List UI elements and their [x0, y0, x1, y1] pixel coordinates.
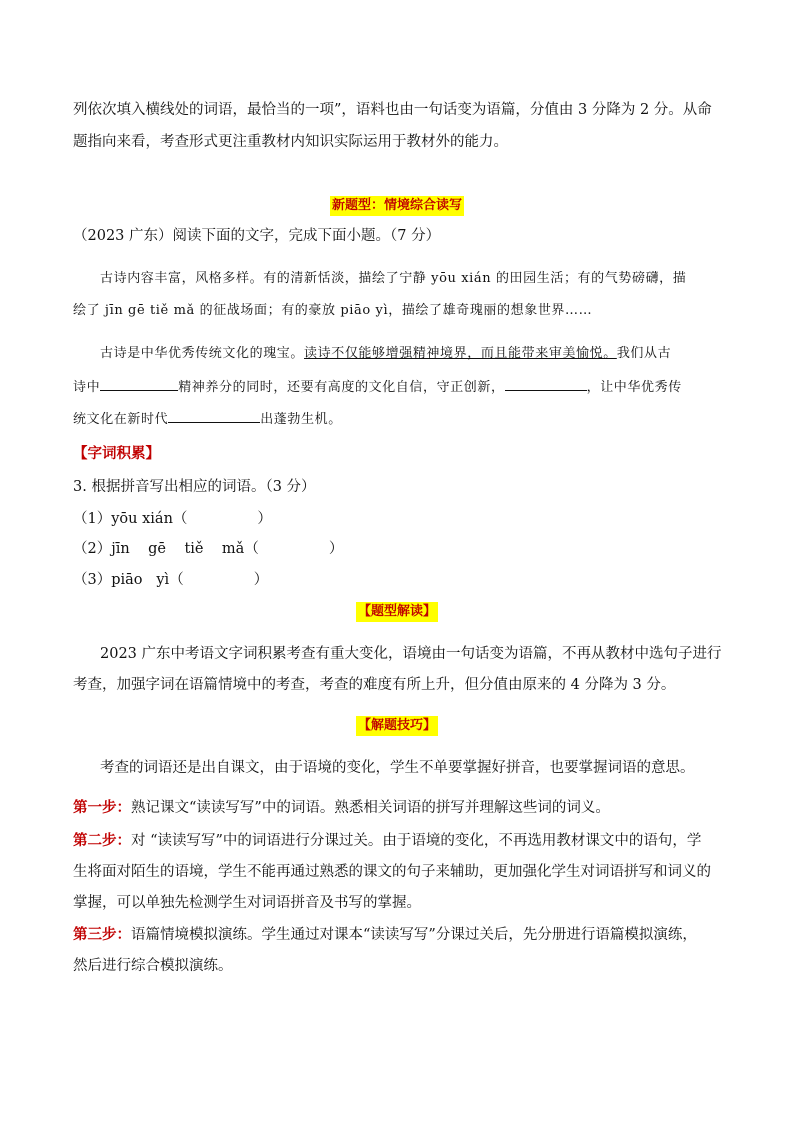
- passage-p1-line-1: 古诗内容丰富，风格多样。有的清新恬淡，描绘了宁静 yōu xián 的田园生活；有的气势磅礴，描: [100, 271, 687, 286]
- answer-paren-close: ）: [253, 572, 269, 588]
- tips-intro: 考查的词语还是出自课文，由于语境的变化，学生不单要掌握好拼音，也要掌握词语的意思。: [100, 760, 695, 776]
- item-pinyin: yōu xián: [111, 511, 173, 527]
- step-1: [73, 798, 610, 818]
- question-3-stem: 3. 根据拼音写出相应的词语。（3 分）: [73, 479, 316, 495]
- item-number: （2）: [73, 541, 112, 557]
- step-2-text: 对 “读读写写”中的词语进行分课过关。由于语境的变化，不再选用教材课文中的语句，学: [131, 833, 702, 849]
- tag-tips: 【解题技巧】: [356, 716, 438, 736]
- answer-blank-3[interactable]: [168, 408, 260, 423]
- section-title-wrap: [0, 194, 794, 216]
- passage-p2-line-3: [73, 408, 342, 430]
- tag-interpretation: 【题型解读】: [356, 602, 438, 622]
- passage-underlined-sentence: 读诗不仅能够增强精神境界，而且能带来审美愉悦。: [304, 346, 617, 361]
- intro-line-2: 题指向来看，考查形式更注重教材内知识实际运用于教材外的能力。: [73, 134, 508, 150]
- question-3-item-1: [73, 509, 272, 529]
- step-1-label: 第一步：: [73, 799, 131, 816]
- tag-accumulation: 【字词积累】: [73, 445, 160, 462]
- answer-paren-close: ）: [257, 511, 272, 527]
- passage-p2-line3-a: 统文化在新时代: [73, 412, 169, 427]
- step-3-line-2: 然后进行综合模拟演练。: [73, 958, 233, 974]
- step-2-line-3: 掌握，可以单独先检测学生对词语拼音及书写的掌握。: [73, 895, 421, 911]
- tag-tips-wrap: [0, 714, 794, 736]
- tag-interpretation-wrap: [0, 600, 794, 622]
- step-3-label: 第三步：: [73, 926, 131, 943]
- passage-p2-line2-c: ，让中华优秀传: [586, 380, 682, 395]
- item-pinyin: jīn gē tiě mǎ: [111, 541, 245, 557]
- passage-p2-line2-b: 精神养分的同时，还要有高度的文化自信，守正创新，: [178, 380, 505, 395]
- answer-blank-1[interactable]: [100, 376, 178, 391]
- passage-p2-text-a: 古诗是中华优秀传统文化的瑰宝。: [100, 346, 305, 361]
- item-number: （3）: [73, 572, 112, 588]
- intro-line-1: 列依次填入横线处的词语，最恰当的一项”，语料也由一句话变为语篇，分值由 3 分降为 2 分。从命: [73, 102, 712, 118]
- passage-p2-line2-a: 诗中: [73, 380, 101, 395]
- question-source: （2023 广东）阅读下面的文字，完成下面小题。（7 分）: [73, 228, 441, 244]
- passage-p2-line-1: [100, 344, 671, 364]
- answer-paren-close: ）: [328, 541, 344, 557]
- answer-paren-open: （: [172, 511, 188, 527]
- passage-p1-line-2: 绘了 jīn gē tiě mǎ 的征战场面；有的豪放 piāo yì，描绘了雄奇瑰丽的想象世界……: [73, 303, 593, 318]
- passage-p2-text-b: 我们从古: [616, 346, 672, 361]
- item-number: （1）: [73, 511, 112, 527]
- step-2-line-1: [73, 831, 701, 851]
- question-3-item-2: [73, 539, 343, 559]
- step-1-text: 熟记课文“读读写写”中的词语。熟悉相关词语的拼写并理解这些词的词义。: [131, 800, 610, 816]
- question-3-item-3: [73, 570, 268, 590]
- step-3-line-1: [73, 925, 697, 945]
- passage-p2-line-2: [73, 376, 682, 398]
- interpretation-line-1: 2023 广东中考语文字词积累考查有重大变化，语境由一句话变为语篇，不再从教材中选句子进行: [100, 646, 722, 662]
- step-2-label: 第二步：: [73, 832, 131, 849]
- step-3-text: 语篇情境模拟演练。学生通过对课本“读读写写”分课过关后，先分册进行语篇模拟演练，: [131, 927, 697, 943]
- answer-paren-open: （: [169, 572, 184, 588]
- answer-paren-open: （: [244, 541, 259, 557]
- interpretation-line-2: 考查，加强字词在语篇情境中的考查，考查的难度有所上升，但分值由原来的 4 分降为 3 分。: [73, 677, 676, 693]
- step-2-line-2: 生将面对陌生的语境，学生不能再通过熟悉的课文的句子来辅助，更加强化学生对词语拼写和词义的: [73, 864, 711, 880]
- answer-blank-2[interactable]: [505, 376, 587, 391]
- section-title: 新题型：情境综合读写: [330, 196, 464, 216]
- passage-p2-line3-b: 出蓬勃生机。: [260, 412, 342, 427]
- item-pinyin: piāo yì: [111, 572, 170, 588]
